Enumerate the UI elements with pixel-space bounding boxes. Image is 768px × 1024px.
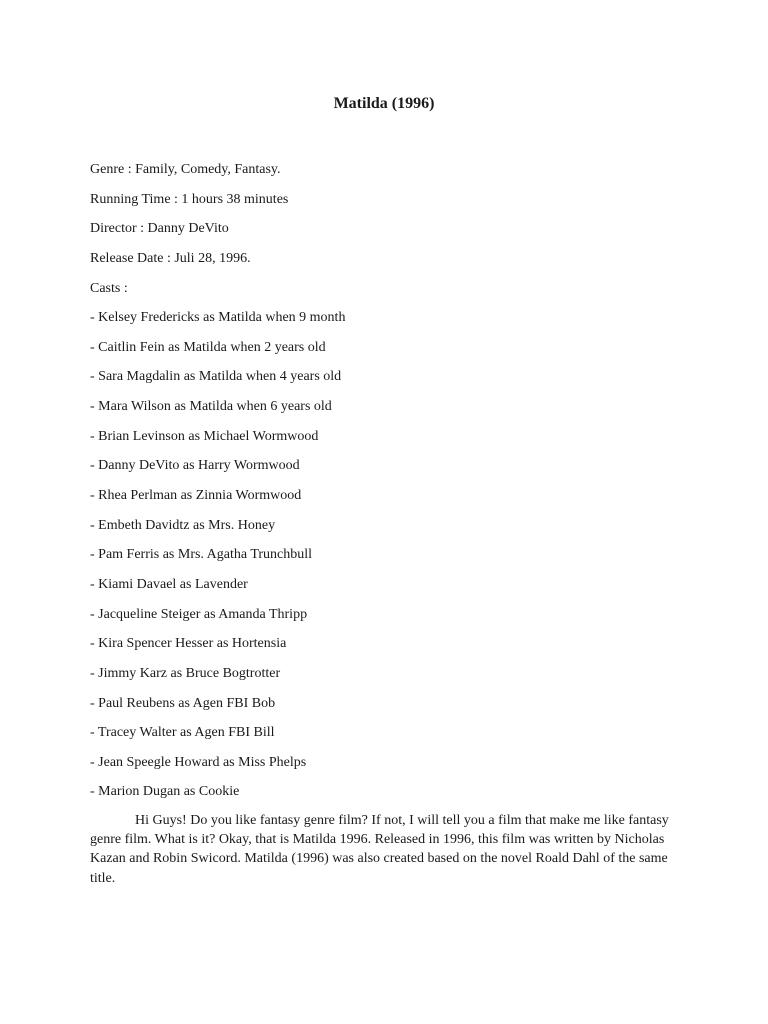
cast-item: - Mara Wilson as Matilda when 6 years old <box>90 399 332 415</box>
cast-item: - Pam Ferris as Mrs. Agatha Trunchbull <box>90 547 313 563</box>
cast-item: - Marion Dugan as Cookie <box>90 784 240 800</box>
cast-item: - Rhea Perlman as Zinnia Wormwood <box>90 488 302 504</box>
film-info <box>90 160 710 812</box>
cast-item: - Tracey Walter as Agen FBI Bill <box>90 725 275 741</box>
cast-item: - Paul Reubens as Agen FBI Bob <box>90 695 276 711</box>
cast-item: - Kira Spencer Hesser as Hortensia <box>90 636 287 652</box>
intro-paragraph: Hi Guys! Do you like fantasy genre film? If not, I will tell you a film that make me like fantasy genre film. What is it? Okay, that is Matilda 1996. Released in 1996, this film was written by Nicholas Kazan and Robin Swicord. Matilda (1996) was also created based on the novel Roald Dahl of the same title. <box>90 813 669 886</box>
cast-item: - Jean Speegle Howard as Miss Phelps <box>90 754 307 770</box>
cast-item: - Sara Magdalin as Matilda when 4 years old <box>90 369 342 385</box>
cast-item: - Caitlin Fein as Matilda when 2 years old <box>90 339 326 355</box>
director-line: Director : Danny DeVito <box>90 221 229 237</box>
cast-item: - Embeth Davidtz as Mrs. Honey <box>90 517 276 533</box>
genre-line: Genre : Family, Comedy, Fantasy. <box>90 162 281 177</box>
cast-list <box>90 308 710 812</box>
running-time-line: Running Time : 1 hours 38 minutes <box>90 191 289 207</box>
cast-item: - Danny DeVito as Harry Wormwood <box>90 458 300 474</box>
cast-item: - Brian Levinson as Michael Wormwood <box>90 428 319 444</box>
cast-item: - Jimmy Karz as Bruce Bogtrotter <box>90 665 281 681</box>
document-title: Matilda (1996) <box>333 95 435 112</box>
cast-item: - Kelsey Fredericks as Matilda when 9 month <box>90 310 346 326</box>
cast-item: - Kiami Davael as Lavender <box>90 576 248 592</box>
release-date-line: Release Date : Juli 28, 1996. <box>90 250 251 266</box>
casts-label: Casts : <box>90 280 128 296</box>
cast-item: - Jacqueline Steiger as Amanda Thripp <box>90 606 308 622</box>
